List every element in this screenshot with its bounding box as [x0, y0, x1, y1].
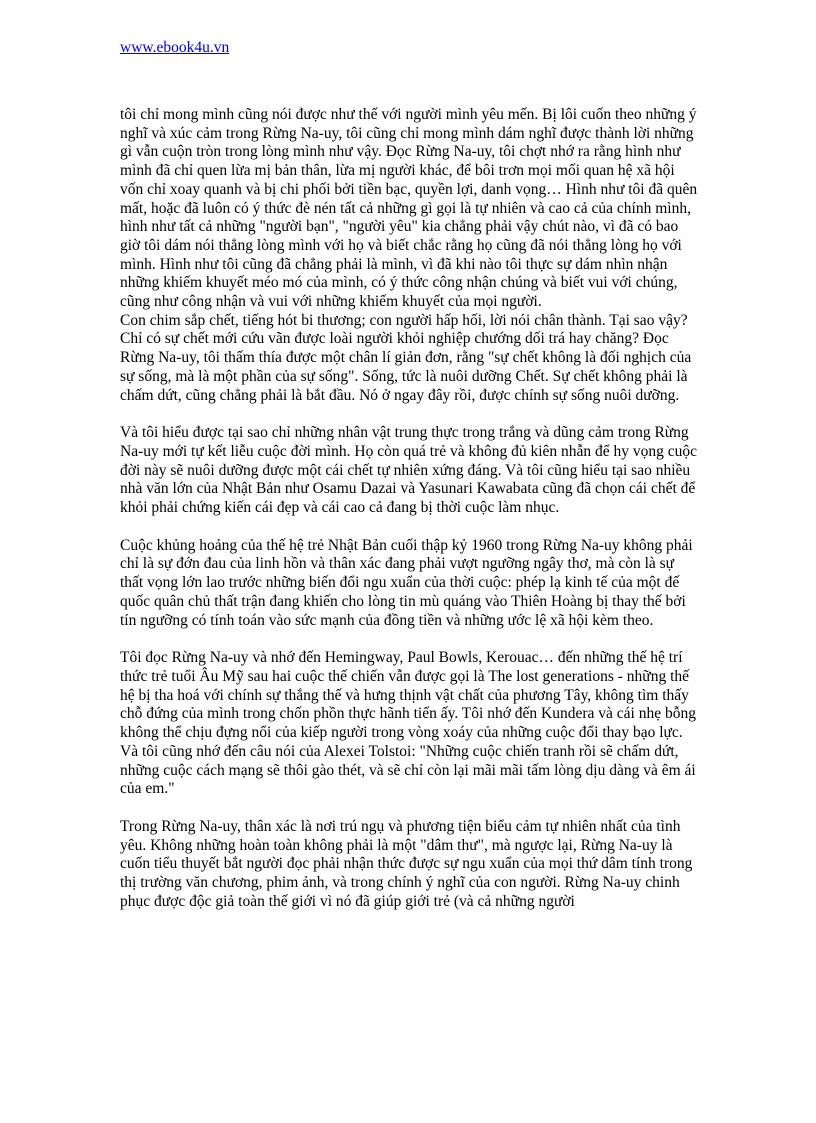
ebook-site-link[interactable]: www.ebook4u.vn	[120, 39, 230, 56]
paragraph-3: Và tôi hiểu được tại sao chỉ những nhân vật trung thực trong trắng và dũng cảm trong Rừng Na-uy mới tự kết liễu cuộc đời mình. Họ còn quá trẻ và không đủ kiên nhẫn để hy vọng cuộc đời này sẽ nuôi dưỡng được một cái chết tự nhiên xứng đáng. Và tôi cũng hiểu tại sao nhiều nhà văn lớn của Nhật Bản như Osamu Dazai và Yasunari Kawabata cũng đã chọn cái chết để khỏi phải chứng kiến cái đẹp và cái cao cả đang bị thời cuộc làm nhục.	[120, 424, 698, 517]
paragraph-4: Cuộc khủng hoảng của thế hệ trẻ Nhật Bản cuối thập kỷ 1960 trong Rừng Na-uy không phải chỉ là sự đớn đau của linh hồn và thân xác đang phải vượt ngưỡng ngây thơ, mà còn là sự thất vọng lớn lao trước những biến đổi ngu xuẩn của thời cuộc: phép lạ kinh tế của một đế quốc quân chủ thất trận đang khiến cho lòng tin mù quáng vào Thiên Hoàng bị thay thế bởi tín ngưỡng có tính toán vào sức mạnh của đồng tiền và những ước lệ xã hội kèm theo.	[120, 536, 693, 629]
paragraph-5: Tôi đọc Rừng Na-uy và nhớ đến Hemingway, Paul Bowls, Kerouac… đến những thế hệ trí thức trẻ tuổi Âu Mỹ sau hai cuộc thế chiến vẫn được gọi là The lost generations - những thế hệ bị tha hoá với chính sự thắng thế và hưng thịnh vật chất của phương Tây, không tìm thấy chỗ đứng của mình trong chốn phồn thực hãnh tiến ấy. Tôi nhớ đến Kundera và cái nhẹ bỗng không thể chịu đựng nổi của kiếp người trong vòng xoáy của những cuộc đổi thay bạo lực. Và tôi cũng nhớ đến câu nói của Alexei Tolstoi: "Những cuộc chiến tranh rồi sẽ chấm dứt, những cuộc cách mạng sẽ thôi gào thét, và sẽ chỉ còn lại mãi mãi tấm lòng dịu dàng và êm ái của em."	[120, 649, 696, 798]
document-body	[120, 106, 698, 911]
paragraph-2: Con chim sắp chết, tiếng hót bi thương; con người hấp hối, lời nói chân thành. Tại sao vậy? Chỉ có sự chết mới cứu vãn được loài người khỏi nghiệp chướng dối trá hay chăng? Đọc Rừng Na-uy, tôi thấm thía được một chân lí giản đơn, rằng "sự chết không là đối nghịch của sự sống, mà là một phần của sự sống". Sống, tức là nuôi dưỡng Chết. Sự chết không phải là chấm dứt, cũng chẳng phải là bắt đầu. Nó ở ngay đây rồi, được chính sự sống nuôi dưỡng.	[120, 311, 692, 404]
paragraph-6: Trong Rừng Na-uy, thân xác là nơi trú ngụ và phương tiện biểu cảm tự nhiên nhất của tình yêu. Không những hoàn toàn không phải là một "dâm thư", mà ngược lại, Rừng Na-uy là cuốn tiểu thuyết bắt người đọc phải nhận thức được sự ngu xuẩn của mọi thứ dâm tính trong thị trường văn chương, phim ảnh, và trong chính ý nghĩ của con người. Rừng Na-uy chinh phục được độc giả toàn thế giới vì nó đã giúp giới trẻ (và cả những người	[120, 817, 693, 910]
paragraph-1: tôi chỉ mong mình cũng nói được như thế với người mình yêu mến. Bị lôi cuốn theo những ý nghĩ và xúc cảm trong Rừng Na-uy, tôi cũng chỉ mong mình dám nghĩ được thành lời những gì vẫn cuộn tròn trong lòng mình như vậy. Đọc Rừng Na-uy, tôi chợt nhớ ra rằng hình như mình đã chỉ quen lừa mị bản thân, lừa mị người khác, để bôi trơn mọi mối quan hệ xã hội vốn chỉ xoay quanh và bị chi phối bởi tiền bạc, quyền lợi, danh vọng… Hình như tôi đã quên mất, hoặc đã luôn có ý thức đè nén tất cả những gì gọi là tự nhiên và cao cả của chính mình, hình như tất cả những "người bạn", "người yêu" kia chẳng phải vậy chút nào, vì đã có bao giờ tôi dám nói thẳng lòng mình với họ và biết chắc rằng họ cũng đã nói thẳng lòng họ với mình. Hình như tôi cũng đã chẳng phải là mình, vì đã khi nào tôi thực sự dám nhìn nhận những khiếm khuyết méo mó của mình, có ý thức công nhận chúng và biết vui với chúng, cũng như công nhận và vui với những khiếm khuyết của mọi người.	[120, 106, 698, 311]
